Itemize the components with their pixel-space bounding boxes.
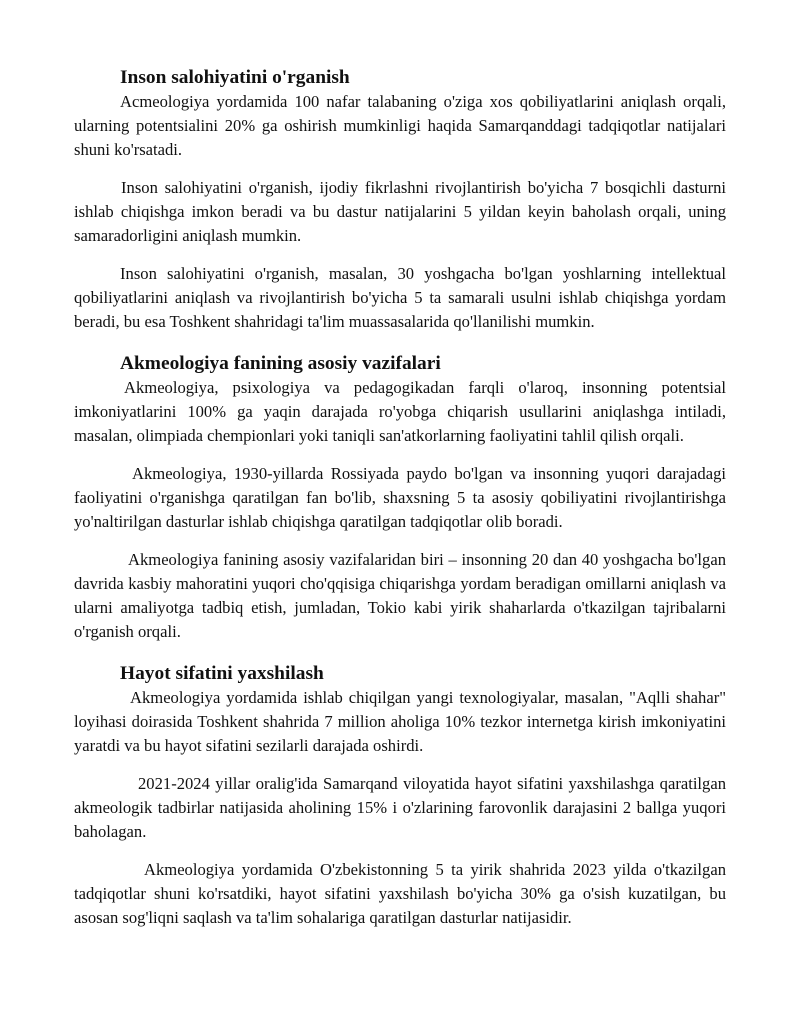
paragraph: Akmeologiya fanining asosiy vazifalaridan biri – insonning 20 dan 40 yoshgacha bo'lgan davrida kasbiy mahoratini yuqori cho'qqisiga chiqarishga yordam beradigan omillarni aniqlash va ularni amaliyotga tadbiq etish, jumladan, Tokio kabi yirik shaharlarda o'tkazilgan tajribalarni o'rganish orqali. [74,550,726,641]
section-heading: Akmeologiya fanining asosiy vazifalari [120,353,441,374]
paragraph: Akmeologiya yordamida ishlab chiqilgan yangi texnologiyalar, masalan, "Aqlli shahar" loyihasi doirasida Toshkent shahrida 7 million aholiga 10% tezkor internetga kirish imkoniyatini yaratdi va bu hayot sifatini sezilarli darajada oshirdi. [74,688,726,755]
paragraph: Inson salohiyatini o'rganish, masalan, 30 yoshgacha bo'lgan yoshlarning intellektual qobiliyatlarini aniqlash va rivojlantirish bo'yicha 5 ta samarali usulni ishlab chiqishga yordam beradi, bu esa Toshkent shahridagi ta'lim muassasalarida qo'llanilishi mumkin. [74,264,726,331]
paragraph: Akmeologiya, psixologiya va pedagogikadan farqli o'laroq, insonning potentsial imkoniyatlarini 100% ga yaqin darajada ro'yobga chiqarish usullarini aniqlashga intiladi, masalan, olimpiada chempionlari yoki taniqli san'atkorlarning faoliyatini tahlil qilish orqali. [74,378,726,445]
document-page [74,66,726,944]
paragraph: Inson salohiyatini o'rganish, ijodiy fikrlashni rivojlantirish bo'yicha 7 bosqichli dasturni ishlab chiqishga imkon beradi va bu dastur natijalarini 5 yildan keyin baholash orqali, uning samaradorligini aniqlash mumkin. [74,178,726,245]
paragraph: Akmeologiya yordamida O'zbekistonning 5 ta yirik shahrida 2023 yilda o'tkazilgan tadqiqotlar shuni ko'rsatdiki, hayot sifatini yaxshilash bo'yicha 30% ga o'sish kuzatilgan, bu asosan sog'liqni saqlash va ta'lim sohalariga qaratilgan dasturlar natijasidir. [74,860,726,927]
paragraph: Akmeologiya, 1930-yillarda Rossiyada paydo bo'lgan va insonning yuqori darajadagi faoliyatini o'rganishga qaratilgan fan bo'lib, shaxsning 5 ta asosiy qobiliyatini rivojlantirishga yo'naltirilgan dasturlar ishlab chiqishga qaratilgan tadqiqotlar olib boradi. [74,464,726,531]
paragraph: 2021-2024 yillar oralig'ida Samarqand viloyatida hayot sifatini yaxshilashga qaratilgan akmeologik tadbirlar natijasida aholining 15% i o'zlarining farovonlik darajasini 2 ballga yuqori baholagan. [74,774,726,841]
paragraph: Acmeologiya yordamida 100 nafar talabaning o'ziga xos qobiliyatlarini aniqlash orqali, ularning potentsialini 20% ga oshirish mumkinligi haqida Samarqanddagi tadqiqotlar natijalari shuni ko'rsatadi. [74,92,726,159]
section-heading: Inson salohiyatini o'rganish [120,67,350,88]
section-heading: Hayot sifatini yaxshilash [120,663,324,684]
